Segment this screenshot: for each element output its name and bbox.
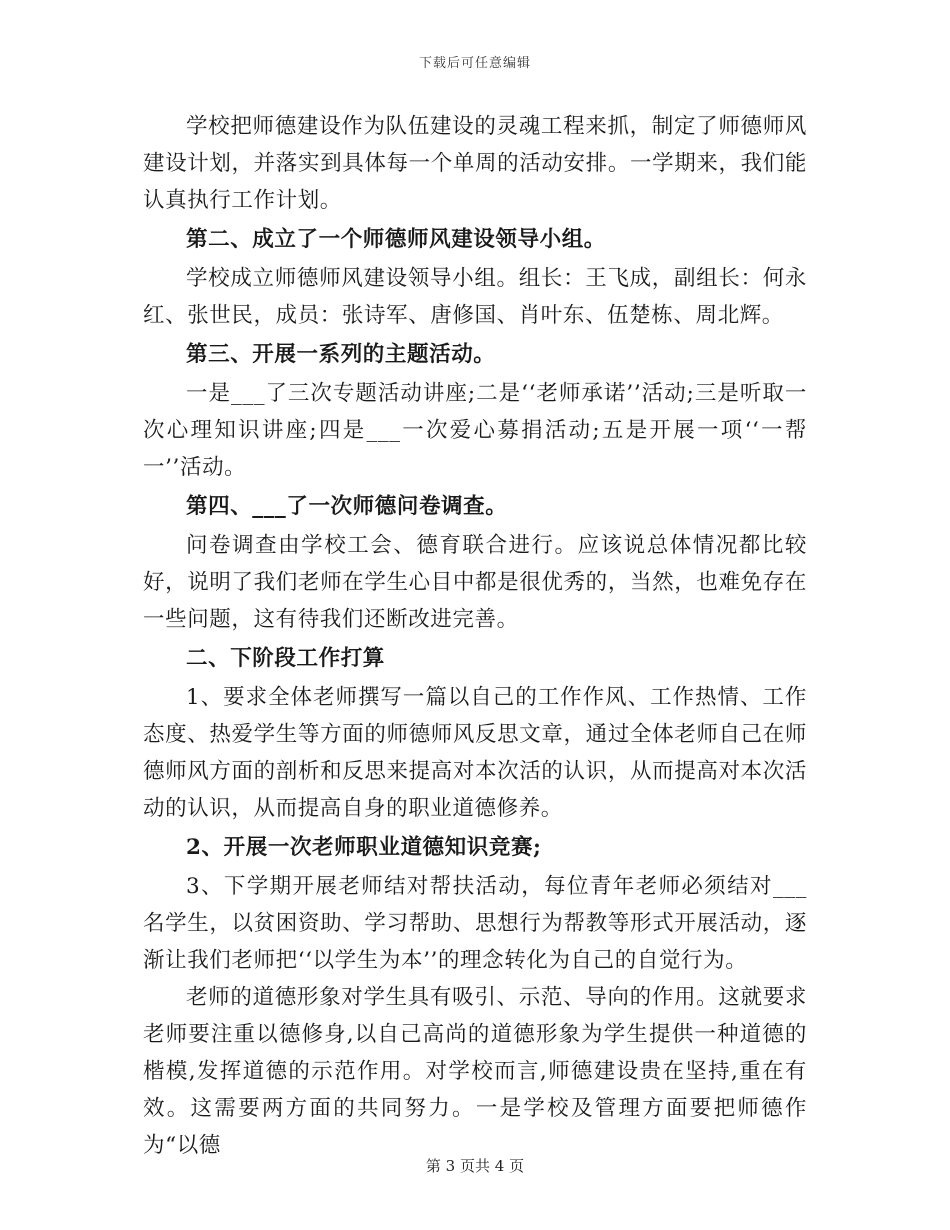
paragraph: 一是___了三次专题活动讲座;二是‘‘老师承诺’’活动;三是听取一次心理知识讲座;四是___一次爱心募捐活动;五是开展一项‘‘一帮一’’活动。 bbox=[143, 381, 807, 480]
paragraph: 老师的道德形象对学生具有吸引、示范、导向的作用。这就要求老师要注重以德修身,以自己高尚的道德形象为学生提供一种道德的楷模,发挥道德的示范作用。对学校而言,师德建设贵在坚持,重在有效。这需要两方面的共同努力。一是学校及管理方面要把师德作为“以德 bbox=[143, 985, 807, 1158]
paragraph: 学校成立师德师风建设领导小组。组长：王飞成，副组长：何永红、张世民，成员：张诗军、唐修国、肖叶东、伍楚栋、周北辉。 bbox=[143, 266, 807, 328]
document-body bbox=[143, 108, 807, 1164]
paragraph: 1、要求全体老师撰写一篇以自己的工作作风、工作热情、工作态度、热爱学生等方面的师德师风反思文章，通过全体老师自己在师德师风方面的剖析和反思来提高对本次活的认识，从而提高对本次活动的认识，从而提高自身的职业道德修养。 bbox=[143, 685, 807, 821]
section-heading: 第四、___了一次师德问卷调查。 bbox=[186, 494, 508, 519]
paragraph: 问卷调查由学校工会、德育联合进行。应该说总体情况都比较好，说明了我们老师在学生心目中都是很优秀的，当然，也难免存在一些问题，这有待我们还断改进完善。 bbox=[143, 533, 807, 632]
page-header-note: 下载后可任意编辑 bbox=[418, 56, 531, 71]
section-heading: 二、下阶段工作打算 bbox=[186, 646, 385, 671]
paragraph: 学校把师德建设作为队伍建设的灵魂工程来抓，制定了师德师风建设计划，并落实到具体每一个单周的活动安排。一学期来，我们能认真执行工作计划。 bbox=[143, 114, 807, 213]
section-heading: 第三、开展一系列的主题活动。 bbox=[186, 342, 496, 367]
page-number-footer: 第 3 页共 4 页 bbox=[425, 1157, 525, 1175]
section-heading: 2、开展一次老师职业道德知识竞赛; bbox=[186, 835, 542, 860]
section-heading: 第二、成立了一个师德师风建设领导小组。 bbox=[186, 227, 606, 252]
paragraph: 3、下学期开展老师结对帮扶活动，每位青年老师必须结对___名学生，以贫困资助、学习帮助、思想行为帮教等形式开展活动，逐渐让我们老师把‘‘以学生为本’’的理念转化为自己的自觉行为。 bbox=[143, 874, 807, 973]
